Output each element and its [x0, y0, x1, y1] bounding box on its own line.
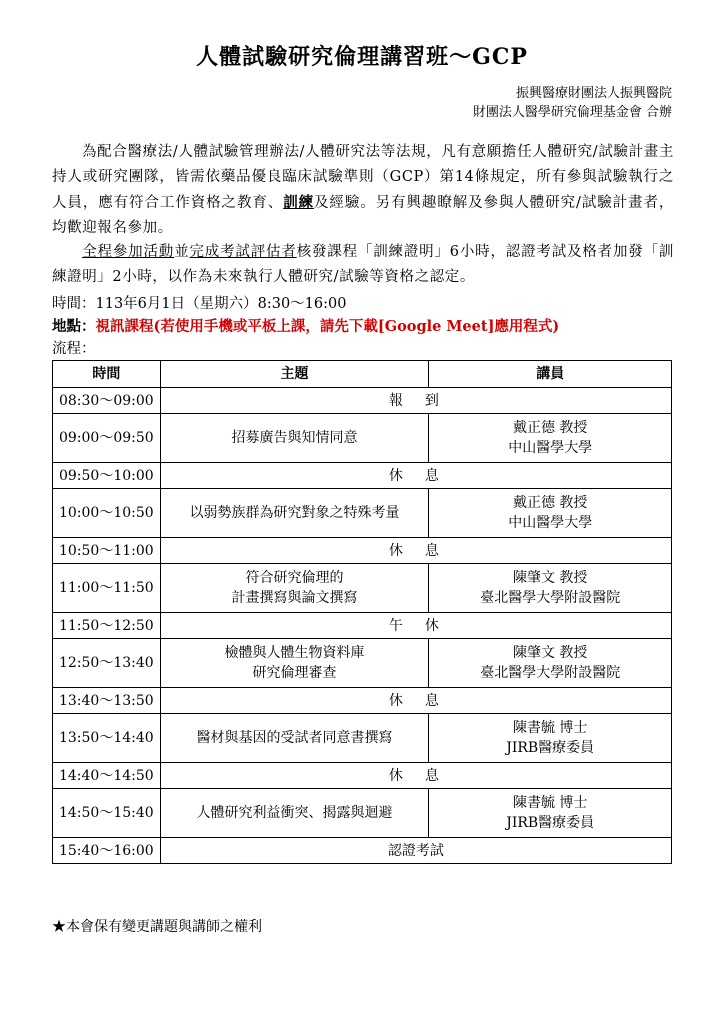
row-time: 14:40～14:50: [53, 763, 161, 789]
cert-underline-1: 全程參加活動: [82, 244, 175, 260]
row-time: 14:50～15:40: [53, 789, 161, 838]
topic-line: 醫材與基因的受試者同意書撰寫: [196, 730, 393, 746]
speaker-affiliation: JIRB醫療委員: [506, 740, 595, 756]
row-time: 11:00～11:50: [53, 564, 161, 613]
speaker-name: 陳書毓 博士: [512, 795, 588, 811]
event-time: [52, 293, 346, 315]
table-row: [53, 564, 672, 613]
table-row: [53, 613, 672, 639]
table-row: [53, 838, 672, 864]
row-time: 10:50～11:00: [53, 538, 161, 564]
row-speaker: [429, 564, 672, 613]
table-row: [53, 463, 672, 489]
speaker-name: 陳肇文 教授: [512, 645, 588, 661]
table-row: [53, 789, 672, 838]
topic-line: 研究倫理審查: [252, 665, 337, 681]
intro-text: 為配合醫療法/人體試驗管理辦法/人體研究法等法規，凡有意願擔任人體研究/試驗計畫主持人或研究團隊，皆需依藥品優良臨床試驗準則（GCP）第14條規定，所有參與試驗執行之人員，應有符合工作資格之教育、: [52, 144, 674, 211]
row-topic: [160, 414, 429, 463]
row-activity: 午 休: [160, 613, 671, 639]
row-speaker: [429, 639, 672, 688]
table-row: [53, 763, 672, 789]
time-value: 113年6月1日（星期六）8:30～16:00: [95, 296, 347, 312]
cert-underline-2: 完成考試評估者: [189, 244, 297, 260]
table-header-row: [53, 361, 672, 388]
topic-line: 人體研究利益衝突、揭露與迴避: [196, 805, 393, 821]
row-time: 09:00～09:50: [53, 414, 161, 463]
row-time: 11:50～12:50: [53, 613, 161, 639]
speaker-affiliation: 中山醫學大學: [508, 515, 593, 531]
speaker-name: 陳肇文 教授: [512, 570, 588, 586]
speaker-affiliation: 臺北醫學大學附設醫院: [480, 590, 621, 606]
row-activity: 休 息: [160, 688, 671, 714]
row-topic: [160, 489, 429, 538]
speaker-affiliation: 臺北醫學大學附設醫院: [480, 665, 621, 681]
row-speaker: [429, 414, 672, 463]
speaker-name: 戴正德 教授: [512, 420, 588, 436]
cert-rest: 核發課程「訓練證明」6小時，認證考試及格者加發「訓練證明」2小時，以作為未來執行人體研究/試驗等資格之認定。: [52, 244, 674, 285]
row-topic: [160, 714, 429, 763]
row-activity: 休 息: [160, 763, 671, 789]
page-title: 人體試驗研究倫理講習班～GCP: [196, 44, 528, 70]
row-activity: 認證考試: [160, 838, 671, 864]
row-speaker: [429, 789, 672, 838]
table-row: [53, 714, 672, 763]
speaker-name: 戴正德 教授: [512, 495, 588, 511]
topic-line: 計畫撰寫與論文撰寫: [231, 590, 358, 606]
header-time: 時間: [53, 361, 161, 388]
topic-line: 檢體與人體生物資料庫: [224, 645, 365, 661]
footer-note: ★本會保有變更講題與講師之權利: [52, 919, 262, 935]
certificate-paragraph: [52, 240, 674, 290]
row-time: 13:40～13:50: [53, 688, 161, 714]
header-speaker: 講員: [429, 361, 672, 388]
row-time: 10:00～10:50: [53, 489, 161, 538]
row-topic: [160, 789, 429, 838]
row-time: 08:30～09:00: [53, 388, 161, 414]
speaker-name: 陳書毓 博士: [512, 720, 588, 736]
time-label: 時間：: [52, 296, 96, 312]
cert-mid: 並: [174, 244, 190, 260]
intro-text-end: 及經驗。另有興趣瞭解及參與人體研究/試驗計畫者，均歡迎報名參加。: [52, 195, 674, 236]
table-row: [53, 489, 672, 538]
place-value: 視訊課程(若使用手機或平板上課，請先下載[Google Meet]應用程式): [95, 318, 560, 335]
row-activity: 休 息: [160, 463, 671, 489]
row-topic: [160, 564, 429, 613]
topic-line: 符合研究倫理的: [245, 570, 344, 586]
table-row: [53, 388, 672, 414]
place-label: 地點：: [52, 318, 96, 335]
organizer-line: 振興醫療財團法人振興醫院: [515, 86, 672, 101]
row-topic: [160, 639, 429, 688]
row-speaker: [429, 714, 672, 763]
table-row: [53, 538, 672, 564]
row-time: 12:50～13:40: [53, 639, 161, 688]
row-speaker: [429, 489, 672, 538]
organizers: [473, 84, 672, 122]
header-topic: 主題: [160, 361, 429, 388]
speaker-affiliation: 中山醫學大學: [508, 440, 593, 456]
organizer-line: 財團法人醫學研究倫理基金會 合辦: [472, 105, 672, 120]
event-place: [52, 316, 559, 338]
topic-line: 以弱勢族群為研究對象之特殊考量: [189, 505, 400, 521]
flow-label: 流程：: [52, 341, 96, 357]
intro-emphasis: 訓練: [283, 194, 315, 211]
topic-line: 招募廣告與知情同意: [231, 430, 358, 446]
intro-paragraph: [52, 140, 674, 241]
speaker-affiliation: JIRB醫療委員: [506, 815, 595, 831]
row-time: 09:50～10:00: [53, 463, 161, 489]
table-row: [53, 414, 672, 463]
table-row: [53, 688, 672, 714]
table-row: [53, 639, 672, 688]
schedule-table: [52, 360, 672, 864]
row-activity: 休 息: [160, 538, 671, 564]
row-time: 15:40～16:00: [53, 838, 161, 864]
row-time: 13:50～14:40: [53, 714, 161, 763]
row-activity: 報 到: [160, 388, 671, 414]
